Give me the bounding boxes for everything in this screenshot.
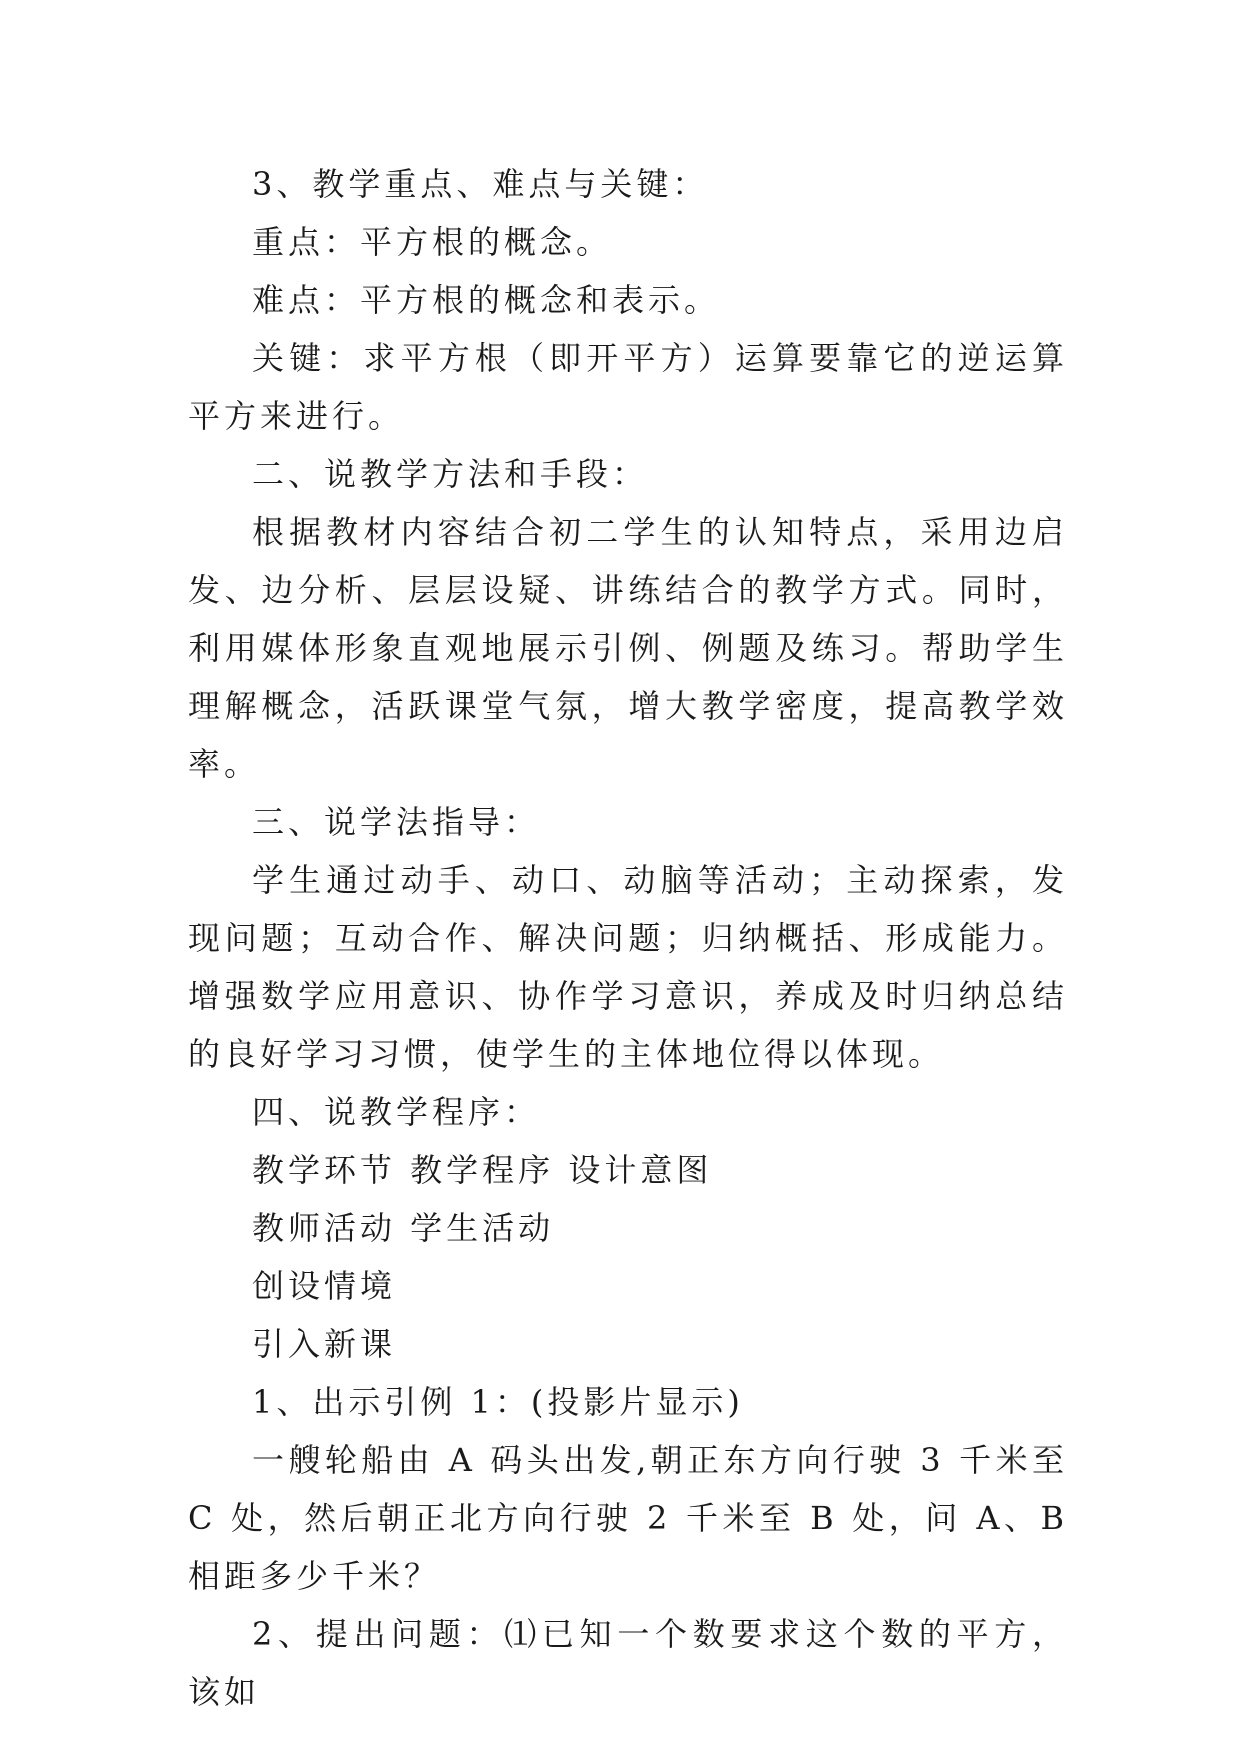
paragraph-learning-guidance: 学生通过动手、动口、动脑等活动；主动探索，发现问题；互动合作、解决问题；归纳概括、形成能力。增强数学应用意识、协作学习意识，养成及时归纳总结的良好学习习惯，使学生的主体地位得以体现。 <box>188 861 1068 1073</box>
table-subheader-row: 教师活动 学生活动 <box>252 1209 555 1247</box>
paragraph-key-point: 重点：平方根的概念。 <box>252 223 613 261</box>
heading-key-points: 3、教学重点、难点与关键： <box>252 165 709 203</box>
paragraph-example-problem: 一艘轮船由 A 码头出发,朝正东方向行驶 3 千米至 C 处，然后朝正北方向行驶 2 千米至 B 处，问 A、B 相距多少千米？ <box>188 1441 1083 1595</box>
item-example-1: 1、出示引例 1：(投影片显示) <box>252 1383 744 1421</box>
document-body <box>188 155 1083 1721</box>
step-create-situation: 创设情境 <box>252 1267 397 1305</box>
paragraph-teaching-methods: 根据教材内容结合初二学生的认知特点，采用边启发、边分析、层层设疑、讲练结合的教学方式。同时，利用媒体形象直观地展示引例、例题及练习。帮助学生理解概念，活跃课堂气氛，增大教学密度，提高教学效率。 <box>188 513 1068 783</box>
table-header-row: 教学环节 教学程序 设计意图 <box>252 1151 713 1189</box>
heading-teaching-procedure: 四、说教学程序： <box>252 1093 541 1131</box>
paragraph-key: 关键：求平方根（即开平方）运算要靠它的逆运算平方来进行。 <box>188 339 1068 435</box>
item-raise-question: 2、提出问题：⑴已知一个数要求这个数的平方，该如 <box>188 1615 1068 1711</box>
heading-teaching-methods: 二、说教学方法和手段： <box>252 455 649 493</box>
paragraph-difficulty: 难点：平方根的概念和表示。 <box>252 281 721 319</box>
step-introduce-lesson: 引入新课 <box>252 1325 397 1363</box>
heading-learning-guidance: 三、说学法指导： <box>252 803 541 841</box>
